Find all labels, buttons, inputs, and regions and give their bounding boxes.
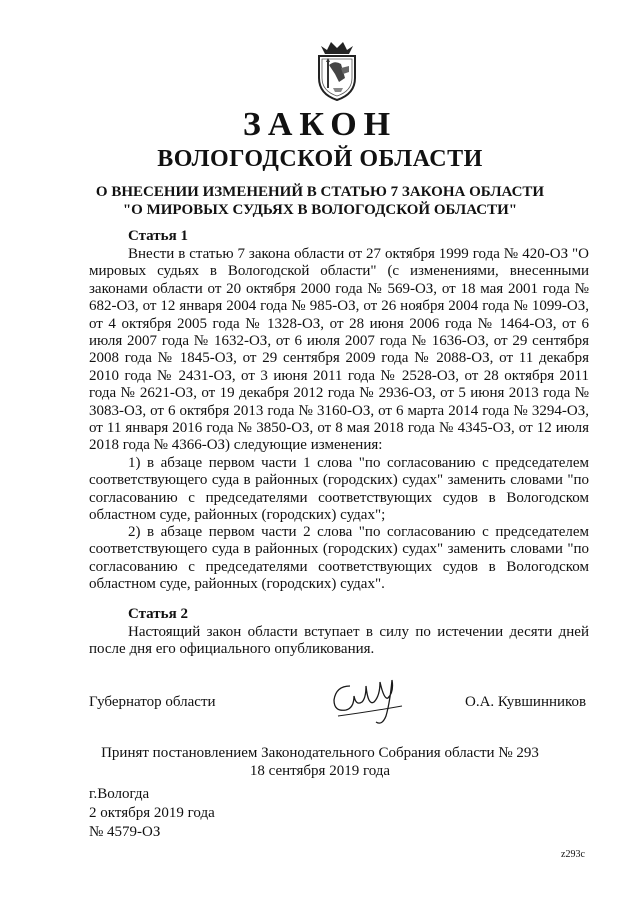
article-1-item-2: 2) в абзаце первом части 2 слова "по согласованию с председателем соответствующего суда в районных (городских) судах" заменить словами "по согласованию с председателями соответствующих судов в Вологодском областном суде, районных (городских) судах". xyxy=(89,524,589,593)
law-subject-line-2: "О МИРОВЫХ СУДЬЯХ В ВОЛОГОДСКОЙ ОБЛАСТИ" xyxy=(122,202,518,218)
adoption-note xyxy=(0,744,640,780)
region-title: ВОЛОГОДСКОЙ ОБЛАСТИ xyxy=(157,146,483,172)
article-2-text: Настоящий закон области вступает в силу по истечении десяти дней после дня его официального опубликования. xyxy=(89,624,589,658)
article-1-item-1: 1) в абзаце первом части 1 слова "по согласованию с председателем соответствующего суда в районных (городских) судах" заменить словами "по согласованию с председателями соответствующих судов в Вологодском областном суде, районных (городских) судах"; xyxy=(89,455,589,524)
handwritten-signature xyxy=(328,672,410,728)
adoption-date: 18 сентября 2019 года xyxy=(249,763,391,779)
law-subject-line-1: О ВНЕСЕНИИ ИЗМЕНЕНИЙ В СТАТЬЮ 7 ЗАКОНА ОБЛАСТИ xyxy=(95,184,545,200)
adoption-line-1: Принят постановлением Законодательного Собрания области № 293 xyxy=(101,745,539,761)
document-code: z293c xyxy=(561,849,585,860)
coat-of-arms-emblem xyxy=(305,38,369,102)
article-1-heading: Статья 1 xyxy=(128,228,188,244)
signing-place-date xyxy=(89,785,215,842)
signing-city: г.Вологда xyxy=(89,786,150,802)
governor-name: О.А. Кувшинников xyxy=(465,694,587,710)
document-type-title: ЗАКОН xyxy=(242,106,398,143)
law-subject-title xyxy=(0,183,640,219)
law-number: № 4579-ОЗ xyxy=(89,824,161,840)
signing-date: 2 октября 2019 года xyxy=(89,805,215,821)
governor-label: Губернатор области xyxy=(89,694,216,710)
article-2-heading: Статья 2 xyxy=(128,606,188,622)
article-1-intro: Внести в статью 7 закона области от 27 октября 1999 года № 420-ОЗ "О мировых судьях в Вологодской области" (с изменениями, внесенными законами области от 20 октября 2000 года № 569-ОЗ, от 18 мая 2001 года № 682-ОЗ, от 12 января 2004 года № 985-ОЗ, от 26 ноября 2004 года № 1099-ОЗ, от 4 октября 2005 года № 1328-ОЗ, от 28 июня 2006 года № 1464-ОЗ, от 6 июля 2007 года № 1632-ОЗ, от 6 июля 2007 года № 1636-ОЗ, от 29 сентября 2008 года № 1845-ОЗ, от 29 сентября 2009 года № 2088-ОЗ, от 11 декабря 2010 года № 2431-ОЗ, от 3 июня 2011 года № 2528-ОЗ, от 28 октября 2011 года № 2621-ОЗ, от 19 декабря 2012 года № 2936-ОЗ, от 5 июня 2013 года № 3083-ОЗ, от 6 октября 2013 года № 3160-ОЗ, от 6 марта 2014 года № 3294-ОЗ, от 11 января 2016 года № 3850-ОЗ, от 8 мая 2018 года № 4345-ОЗ, от 12 июля 2018 года № 4366-ОЗ) следующие изменения: xyxy=(89,246,589,454)
